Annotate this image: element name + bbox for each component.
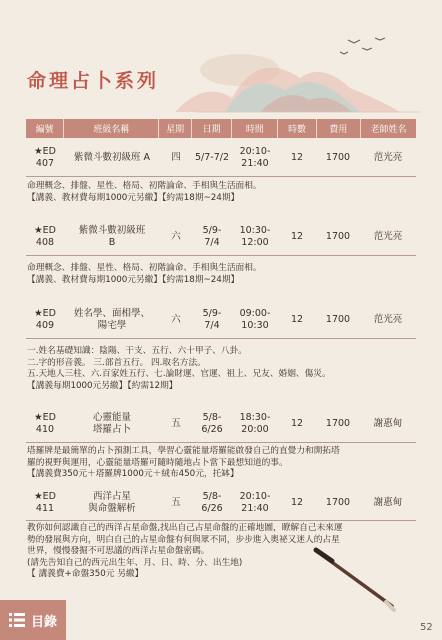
course-code: ★ED 411 bbox=[34, 491, 56, 514]
row-divider bbox=[26, 176, 416, 177]
header-class-name: 班級名稱 bbox=[64, 119, 159, 138]
course-row bbox=[26, 303, 416, 337]
toc-button[interactable] bbox=[0, 600, 66, 640]
course-weekday: 六 bbox=[171, 231, 181, 242]
row-divider bbox=[26, 338, 416, 339]
page-title: 命理占卜系列 bbox=[27, 70, 160, 92]
course-weekday: 四 bbox=[171, 152, 181, 163]
course-teacher: 范光亮 bbox=[373, 231, 403, 242]
header-fee: 費用 bbox=[316, 119, 360, 138]
course-time: 09:00- 10:30 bbox=[239, 308, 271, 331]
course-weekday: 五 bbox=[171, 418, 181, 429]
course-weekday: 六 bbox=[171, 314, 181, 325]
course-row bbox=[26, 486, 416, 520]
header-code: 編號 bbox=[26, 119, 64, 138]
course-teacher: 范光亮 bbox=[373, 314, 403, 325]
course-description: 命理概念、排盤、星性、格局、初階論命、手相與生活面相。 【講義、教材費每期1000元另繳】【約需18期~24期】 bbox=[27, 181, 262, 203]
course-teacher: 謝惠甸 bbox=[373, 418, 403, 429]
course-date: 5/9- 7/4 bbox=[202, 308, 222, 331]
header-teacher: 老師姓名 bbox=[360, 119, 416, 138]
course-row bbox=[26, 141, 416, 175]
course-table-header bbox=[26, 119, 416, 138]
list-icon bbox=[9, 613, 25, 627]
course-row bbox=[26, 220, 416, 254]
toc-label: 目錄 bbox=[30, 614, 57, 630]
course-date: 5/8- 6/26 bbox=[201, 412, 223, 435]
header-time: 時間 bbox=[232, 119, 278, 138]
course-hours: 12 bbox=[290, 152, 304, 163]
course-name: 紫微斗數初級班 A bbox=[73, 152, 151, 163]
course-date: 5/9- 7/4 bbox=[202, 225, 222, 248]
course-hours: 12 bbox=[290, 231, 304, 242]
course-description: 命理概念、排盤、星性、格局、初階論命、手相與生活面相。 【講義、教材費每期1000元另繳】【約需18期~24期】 bbox=[27, 263, 262, 285]
course-fee: 1700 bbox=[325, 231, 351, 242]
course-hours: 12 bbox=[290, 497, 304, 508]
course-fee: 1700 bbox=[325, 152, 351, 163]
course-code: ★ED 409 bbox=[34, 308, 56, 331]
course-time: 18:30- 20:00 bbox=[239, 412, 271, 435]
course-name: 西洋占星 與命盤解析 bbox=[88, 491, 136, 514]
row-divider bbox=[26, 442, 416, 443]
course-name: 姓名學、面相學、 陽宅學 bbox=[73, 308, 150, 331]
course-description: 教你如何認識自己的西洋占星命盤,找出自己占星命盤的正確地圖，瞭解自己未來運 勢的發展與方向，明白自己的占星命盤有何與眾不同，步步進入奧祕又迷人的占星 世界，慢慢發掘不可思議的西洋占星命盤密碼。 (請先告知自己的西元出生年、月、日、時、分、出生地) 【 講義費+命盤350元 另繳】 bbox=[27, 523, 343, 579]
course-row bbox=[26, 407, 416, 441]
course-date: 5/8- 6/26 bbox=[201, 491, 223, 514]
course-time: 10:30- 12:00 bbox=[239, 225, 271, 248]
course-weekday: 五 bbox=[171, 497, 181, 508]
course-date: 5/7-7/2 bbox=[194, 152, 229, 163]
course-description: 一.姓名基礎知識：陰陽、干支、五行、六十甲子、八卦。 二.字的形音義。 三.部首五行。 四.取名方法。 五.天地人三柱、六.百家姓五行、七.論財運、官運、祖上、兄友、婚姻、傷災。 【講義每期1000元另繳】【約需12期】 bbox=[27, 346, 331, 391]
course-hours: 12 bbox=[290, 314, 304, 325]
course-fee: 1700 bbox=[325, 314, 351, 325]
course-code: ★ED 410 bbox=[34, 412, 56, 435]
header-hours: 時數 bbox=[278, 119, 316, 138]
row-divider bbox=[26, 520, 416, 521]
course-fee: 1700 bbox=[325, 418, 351, 429]
course-fee: 1700 bbox=[325, 497, 351, 508]
row-divider bbox=[26, 255, 416, 256]
course-time: 20:10- 21:40 bbox=[239, 146, 271, 169]
course-description: 塔羅牌是最簡單的占卜預測工具，學習心靈能量塔羅能啟發自己的直覺力和開拓塔 羅的視野與運用，心靈能量塔羅可隨時隨地占卜當下最想知道的事。 【講義費350元＋塔羅牌1000元＋絨布450元，托缽】 bbox=[27, 446, 340, 479]
course-code: ★ED 407 bbox=[34, 146, 56, 169]
course-name: 心靈能量 塔羅占卜 bbox=[92, 412, 131, 435]
course-teacher: 范光亮 bbox=[373, 152, 403, 163]
header-date: 日期 bbox=[191, 119, 231, 138]
course-teacher: 謝惠甸 bbox=[373, 497, 403, 508]
header-weekday: 星期 bbox=[159, 119, 191, 138]
course-name: 紫微斗數初級班 B bbox=[78, 225, 146, 248]
page-number: 52 bbox=[420, 622, 433, 633]
course-hours: 12 bbox=[290, 418, 304, 429]
course-time: 20:10- 21:40 bbox=[239, 491, 271, 514]
course-code: ★ED 408 bbox=[34, 225, 56, 248]
